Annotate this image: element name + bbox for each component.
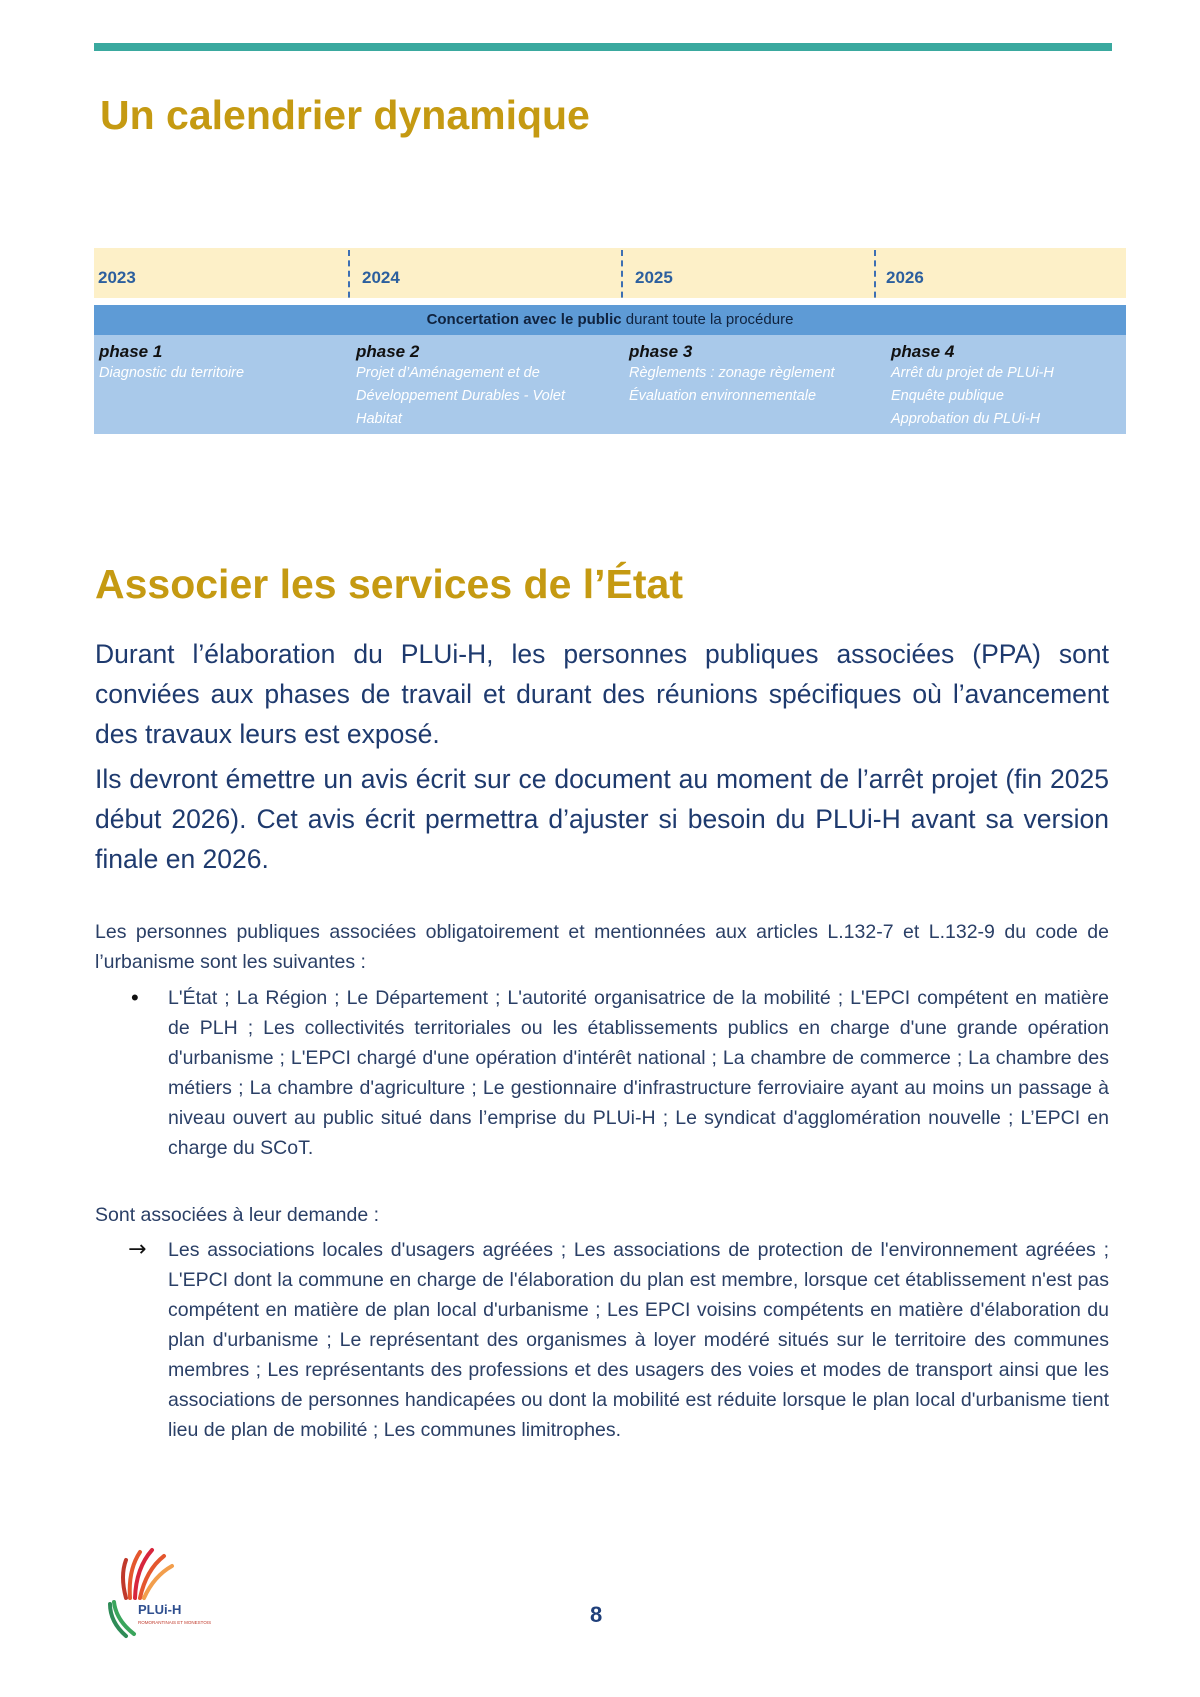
year-2025: 2025 — [635, 268, 673, 287]
phase-title: phase 3 — [629, 342, 693, 361]
year-2026: 2026 — [886, 268, 924, 287]
mandatory-lead: Les personnes publiques associées obligatoirement et mentionnées aux articles L.132-7 et L.132-9 du code de l’urbanisme sont les suivantes : — [95, 921, 1109, 973]
top-rule — [94, 43, 1112, 51]
year-2023: 2023 — [98, 268, 136, 287]
intro-paragraph: Ils devront émettre un avis écrit sur ce document au moment de l’arrêt projet (fin 2025 début 2026). Cet avis écrit permettra d’ajuster si besoin du PLUi-H avant sa version finale en 2026. — [95, 764, 1109, 874]
concertation-text: durant toute la procédure — [621, 311, 794, 328]
phase-desc: Projet d’Aménagement et de Développement Durables - Volet Habitat — [356, 365, 566, 427]
phase-3 — [629, 341, 874, 408]
logo-text: PLUi-H — [138, 1602, 182, 1617]
on-request-lead: Sont associées à leur demande : — [95, 1204, 380, 1226]
on-request-list-item: Les associations locales d'usagers agréées ; Les associations de protection de l'environnement agréées ; L'EPCI dont la commune en charge de l'élaboration du plan est membre, lorsque cet établissement n'est pas compétent en matière de plan local d'urbanisme ; Les EPCI voisins compétents en matière d'élaboration du plan d'urbanisme ; Le représentant des organismes à loyer modéré situés sur le territoire des communes membres ; Les représentants des professions et des usagers des voies et modes de transport ainsi que les associations de personnes handicapées ou dont la mobilité est réduite lorsque le plan local d'urbanisme tient lieu de plan de mobilité ; Les communes limitrophes. — [168, 1239, 1109, 1441]
intro-text — [95, 634, 1109, 884]
concertation-bold: Concertation avec le public — [426, 311, 622, 328]
phase-desc: Diagnostic du territoire — [99, 365, 245, 381]
bullet-icon: • — [131, 985, 139, 1010]
phase-desc: Arrêt du projet de PLUi-H Enquête publique Approbation du PLUi-H — [891, 365, 1054, 427]
year-2024: 2024 — [362, 268, 400, 287]
page-title: Un calendrier dynamique — [100, 92, 590, 138]
plui-h-logo — [100, 1540, 212, 1640]
phase-1 — [99, 341, 339, 385]
timeline — [94, 248, 1126, 434]
page-number: 8 — [590, 1602, 603, 1627]
section-title: Associer les services de l’État — [95, 561, 684, 607]
phases-band — [94, 335, 1126, 434]
concertation-band — [94, 305, 1126, 335]
phase-title: phase 4 — [891, 342, 955, 361]
intro-paragraph: Durant l’élaboration du PLUi-H, les personnes publiques associées (PPA) sont conviées aux phases de travail et durant des réunions spécifiques où l’avancement des travaux leurs est exposé. — [95, 639, 1109, 749]
years-band — [94, 248, 1126, 298]
logo-subtext: ROMORANTINAIS ET MONESTOIS — [138, 1620, 212, 1625]
phase-desc: Règlements : zonage règlement Évaluation environnementale — [629, 365, 835, 404]
arrow-right-icon: → — [128, 1237, 147, 1262]
phase-title: phase 1 — [99, 342, 163, 361]
phase-4 — [891, 341, 1121, 431]
phase-2 — [356, 341, 626, 431]
mandatory-list-item: L'État ; La Région ; Le Département ; L'autorité organisatrice de la mobilité ; L'EPCI compétent en matière de PLH ; Les collectivités territoriales ou les établissements publics en charge d'une grande opération d'urbanisme ; L'EPCI chargé d'une opération d'intérêt national ; La chambre de commerce ; La chambre des métiers ; La chambre d'agriculture ; Le gestionnaire d'infrastructure ferroviaire ayant au moins un passage à niveau ouvert au public situé dans l’emprise du PLUi-H ; Le syndicat d'agglomération nouvelle ; L’EPCI en charge du SCoT. — [168, 987, 1109, 1159]
phase-title: phase 2 — [356, 342, 420, 361]
